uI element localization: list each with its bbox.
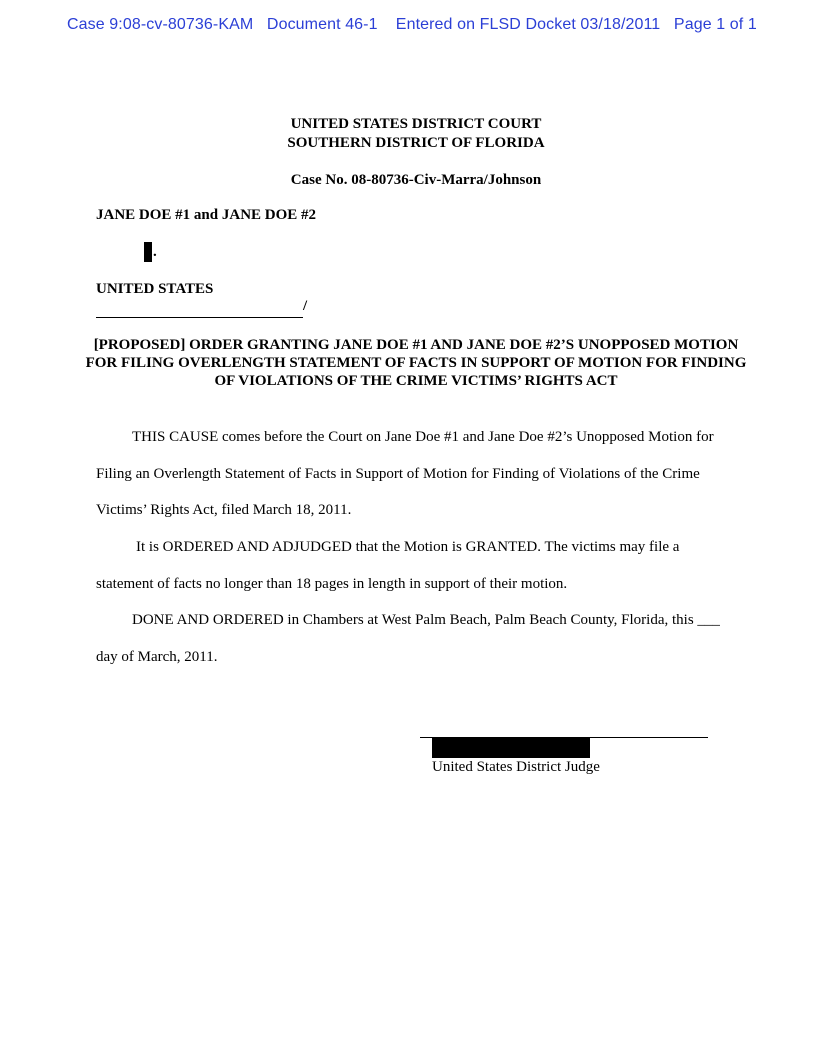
- body-paragraph-2: [96, 529, 726, 602]
- caption-rule: [96, 299, 303, 318]
- court-district: SOUTHERN DISTRICT OF FLORIDA: [287, 135, 545, 151]
- body-paragraph-3-text: DONE AND ORDERED in Chambers at West Palm Beach, Palm Beach County, Florida, this ___ day of March, 2011.: [96, 612, 720, 665]
- redaction-block: [144, 242, 152, 262]
- body-paragraph-1-text: THIS CAUSE comes before the Court on Jane Doe #1 and Jane Doe #2’s Unopposed Motion for Filing an Overlength Statement of Facts in Support of Motion for Finding of Violations of the Crime Victims’ Rights Act, filed March 18, 2011.: [96, 429, 714, 518]
- body-paragraph-1: [96, 419, 726, 529]
- case-number: Case No. 08-80736-Civ-Marra/Johnson: [290, 172, 542, 188]
- signature-redaction: [432, 738, 590, 758]
- docket-header: Case 9:08-cv-80736-KAM Document 46-1 Entered on FLSD Docket 03/18/2011 Page 1 of 1: [67, 16, 757, 33]
- caption-plaintiffs: JANE DOE #1 and JANE DOE #2: [96, 207, 317, 223]
- body-paragraph-3: [96, 602, 726, 675]
- judge-title: United States District Judge: [432, 759, 600, 775]
- body-paragraph-2-text: It is ORDERED AND ADJUDGED that the Motion is GRANTED. The victims may file a statement of facts no longer than 18 pages in length in support of their motion.: [96, 539, 680, 592]
- caption-terminator: /: [303, 298, 308, 314]
- caption-defendant: UNITED STATES: [96, 281, 214, 297]
- court-name: UNITED STATES DISTRICT COURT: [290, 116, 542, 132]
- caption-versus-suffix: .: [153, 244, 157, 260]
- order-title: [PROPOSED] ORDER GRANTING JANE DOE #1 AND JANE DOE #2’S UNOPPOSED MOTION FOR FILING OVERLENGTH STATEMENT OF FACTS IN SUPPORT OF MOTION FOR FINDING OF VIOLATIONS OF THE CRIME VICTIMS’ RIGHTS ACT: [85, 337, 747, 389]
